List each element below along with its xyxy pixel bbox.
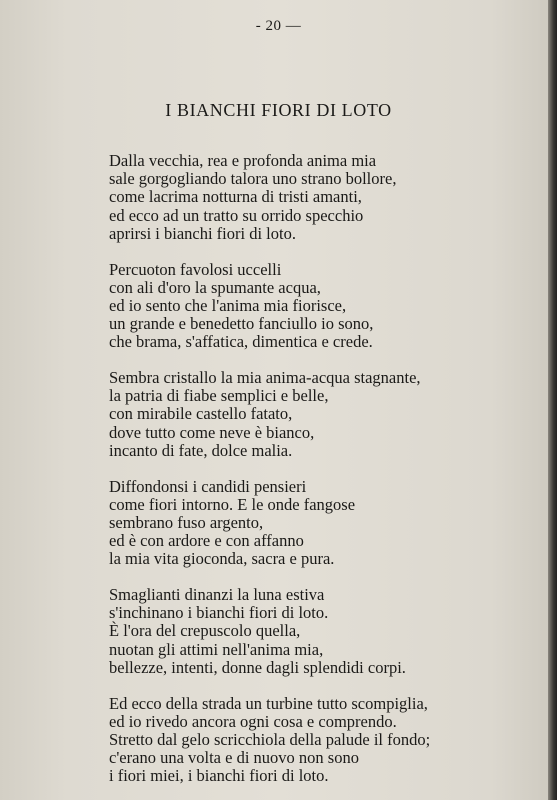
poem-line: ed è con ardore e con affanno <box>109 531 304 551</box>
poem-line: È l'ora del crepuscolo quella, <box>109 621 301 641</box>
poem-title: I BIANCHI FIORI DI LOTO <box>165 100 392 120</box>
poem-line: Sembra cristallo la mia anima-acqua stagnante, <box>109 368 421 388</box>
page-edge-shadow <box>548 0 557 800</box>
poem-line: i fiori miei, i bianchi fiori di loto. <box>109 766 329 786</box>
poem-line: con ali d'oro la spumante acqua, <box>109 277 321 297</box>
poem-line: incanto di fate, dolce malia. <box>109 440 293 460</box>
poem-line: come lacrima notturna di tristi amanti, <box>109 187 362 207</box>
stanza-2 <box>109 261 509 352</box>
poem-line: bellezze, intenti, donne dagli splendidi corpi. <box>109 657 406 677</box>
poem-line: c'erano una volta e di nuovo non sono <box>109 748 359 768</box>
poem-line: con mirabile castello fatato, <box>109 404 293 424</box>
poem-line: Stretto dal gelo scricchiola della palude il fondo; <box>109 729 431 749</box>
poem-line: Ed ecco della strada un turbine tutto scompiglia, <box>109 693 428 713</box>
poem-line: Percuoton favolosi uccelli <box>109 259 282 279</box>
poem-line: sembrano fuso argento, <box>109 512 264 532</box>
poem-line: ed io rivedo ancora ogni cosa e comprendo. <box>109 711 397 731</box>
stanza-5 <box>109 586 509 677</box>
poem-line: dove tutto come neve è bianco, <box>109 422 315 442</box>
poem-line: la mia vita gioconda, sacra e pura. <box>109 549 335 569</box>
poem-line: sale gorgogliando talora uno strano bollore, <box>109 169 397 189</box>
poem-line: la patria di fiabe semplici e belle, <box>109 386 329 406</box>
poem-line: s'inchinano i bianchi fiori di loto. <box>109 603 329 623</box>
stanza-3 <box>109 369 509 460</box>
poem-line: aprirsi i bianchi fiori di loto. <box>109 223 296 243</box>
page-number: - 20 — <box>255 18 302 34</box>
poem-line: ed io sento che l'anima mia fiorisce, <box>109 295 347 315</box>
poem-line: come fiori intorno. E le onde fangose <box>109 494 356 514</box>
poem-line: Smaglianti dinanzi la luna estiva <box>109 585 325 605</box>
stanza-1 <box>109 152 509 243</box>
poem-body <box>109 152 509 800</box>
stanza-4 <box>109 478 509 569</box>
poem-line: che brama, s'affatica, dimentica e crede. <box>109 332 373 352</box>
poem-line: nuotan gli attimi nell'anima mia, <box>109 639 324 659</box>
poem-line: Dalla vecchia, rea e profonda anima mia <box>109 151 377 170</box>
stanza-6 <box>109 695 509 786</box>
poem-line: un grande e benedetto fanciullo io sono, <box>109 314 374 334</box>
poem-line: ed ecco ad un tratto su orrido specchio <box>109 205 364 225</box>
poem-line: Diffondonsi i candidi pensieri <box>109 476 307 496</box>
